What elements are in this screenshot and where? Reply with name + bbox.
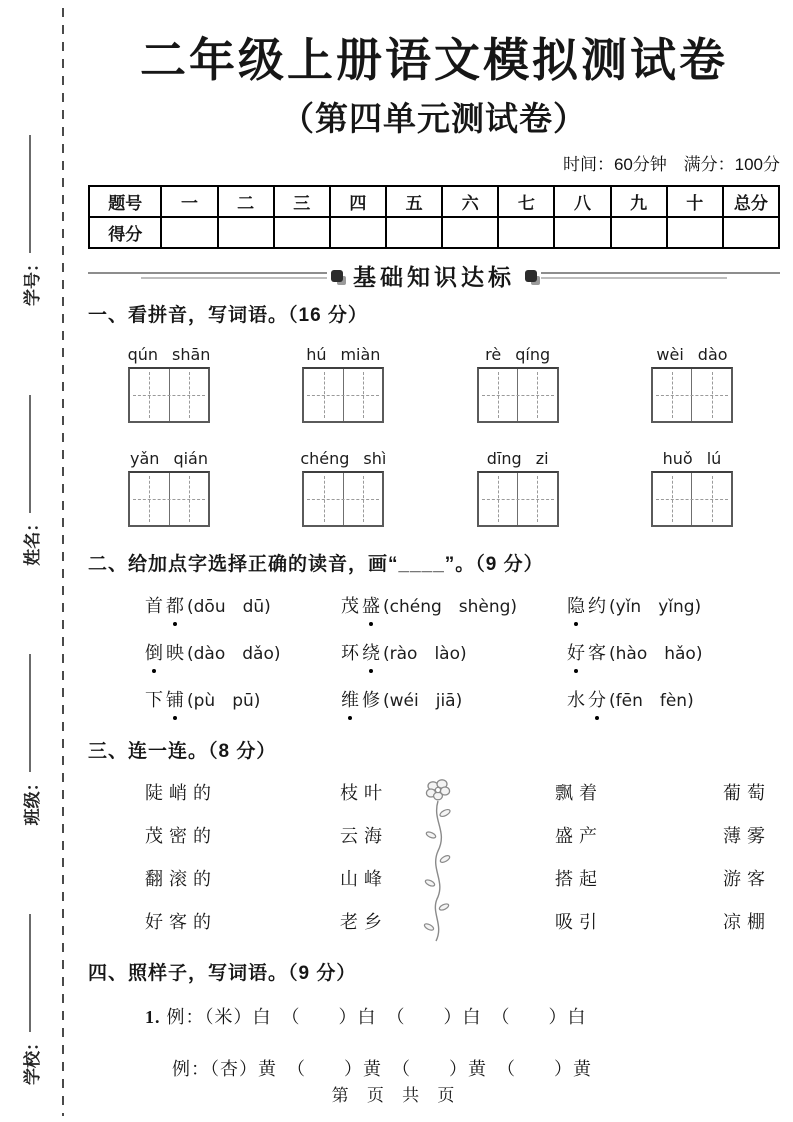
match-item: 盛产 xyxy=(555,826,603,846)
matching-column-4 xyxy=(723,781,780,934)
writing-cell xyxy=(653,369,692,421)
score-empty-cell xyxy=(611,217,667,248)
reading-word xyxy=(567,643,609,663)
reading-options: (hào hǎo) xyxy=(609,644,703,664)
fill-in-line xyxy=(29,395,31,513)
writing-cell xyxy=(304,369,343,421)
pinyin-row-2 xyxy=(88,449,780,527)
reading-char: 分 xyxy=(588,686,606,712)
field-school-label: 学校： xyxy=(22,1034,42,1085)
writing-box xyxy=(477,367,559,423)
reading-char: 首 xyxy=(145,596,163,616)
score-empty-cell xyxy=(330,217,386,248)
score-table xyxy=(88,185,780,249)
test-paper xyxy=(88,20,780,1081)
seal-dashed-line xyxy=(62,8,64,1116)
reading-word xyxy=(145,596,187,616)
pinyin-writing-group xyxy=(651,449,733,527)
pinyin-syllable: rè xyxy=(485,345,502,364)
pinyin-syllable: qún xyxy=(127,345,159,364)
student-info-sidebar xyxy=(15,135,45,1085)
reading-char: 铺 xyxy=(166,686,184,712)
pinyin-writing-group xyxy=(128,449,210,527)
pinyin-writing-group xyxy=(651,345,733,423)
full-score: 满分：100分 xyxy=(683,155,780,174)
match-item: 枝叶 xyxy=(340,783,388,803)
reading-char: 下 xyxy=(145,690,163,710)
pinyin-syllable: shān xyxy=(172,345,211,364)
score-empty-cell xyxy=(554,217,610,248)
match-item: 翻滚的 xyxy=(145,869,217,889)
pinyin-label xyxy=(651,345,733,364)
writing-cell xyxy=(653,473,692,525)
score-header-cell: 二 xyxy=(218,186,274,217)
matching-column-1 xyxy=(145,781,340,934)
pinyin-syllable: qíng xyxy=(515,345,551,364)
score-empty-cell xyxy=(386,217,442,248)
reading-options: (dōu dū) xyxy=(187,597,271,617)
reading-char: 映 xyxy=(166,643,184,663)
reading-word xyxy=(341,643,383,663)
match-item: 云海 xyxy=(340,826,388,846)
section-4-title: 四、照样子，写词语。（9 分） xyxy=(88,963,357,984)
writing-cell xyxy=(343,369,383,421)
pinyin-syllable: shì xyxy=(363,449,387,468)
reading-word xyxy=(341,690,383,710)
writing-box xyxy=(128,367,210,423)
example-text: 例：（米）白 （ ）白 （ ）白 （ ）白 xyxy=(166,1007,587,1027)
pinyin-label xyxy=(128,449,210,468)
pinyin-syllable: dào xyxy=(697,345,728,364)
match-item: 好客的 xyxy=(145,912,217,932)
section-3-title: 三、连一连。（8 分） xyxy=(88,741,277,762)
score-empty-cell xyxy=(498,217,554,248)
score-header-cell: 六 xyxy=(442,186,498,217)
writing-box xyxy=(128,471,210,527)
pinyin-label xyxy=(477,449,559,468)
points-row-label: 得分 xyxy=(89,217,161,248)
reading-char: 茂 xyxy=(341,596,359,616)
reading-word xyxy=(567,690,609,710)
matching-area xyxy=(88,781,780,934)
writing-box xyxy=(302,471,384,527)
fill-in-line xyxy=(29,654,31,772)
fill-in-line xyxy=(29,914,31,1032)
example-line-2 xyxy=(172,1055,780,1081)
pinyin-writing-group xyxy=(128,345,210,423)
reading-options: (pù pū) xyxy=(187,691,261,711)
reading-item xyxy=(145,592,341,618)
match-item: 陡峭的 xyxy=(145,783,217,803)
example-text: 例：（杏）黄 （ ）黄 （ ）黄 （ ）黄 xyxy=(172,1059,592,1079)
field-class xyxy=(18,654,43,825)
writing-cell xyxy=(691,369,731,421)
field-student-number-label: 学号： xyxy=(22,255,42,307)
writing-cell xyxy=(169,369,209,421)
pinyin-writing-group xyxy=(477,345,559,423)
writing-cell xyxy=(343,473,383,525)
reading-word xyxy=(145,690,187,710)
score-empty-cell xyxy=(161,217,217,248)
reading-options: (rào lào) xyxy=(383,644,467,664)
banner-line-decoration xyxy=(541,271,780,280)
pinyin-writing-group xyxy=(477,449,559,527)
reading-options: (chéng shèng) xyxy=(383,597,518,617)
section-1-title: 一、看拼音，写词语。（16 分） xyxy=(88,305,368,326)
pinyin-label xyxy=(128,345,210,364)
writing-cell xyxy=(479,473,518,525)
reading-char: 隐 xyxy=(567,592,585,618)
reading-item xyxy=(341,639,567,665)
readings-grid xyxy=(88,592,780,712)
reading-char: 维 xyxy=(341,686,359,712)
match-item: 薄雾 xyxy=(723,826,771,846)
writing-box xyxy=(651,367,733,423)
writing-cell xyxy=(130,369,169,421)
matching-column-3 xyxy=(555,781,723,934)
pinyin-syllable: chéng xyxy=(300,449,350,468)
page-footer: 第 页 共 页 xyxy=(331,1086,462,1105)
section-2-title: 二、给加点字选择正确的读音，画“____”。（9 分） xyxy=(88,554,544,575)
match-item: 搭起 xyxy=(555,869,603,889)
pinyin-syllable: lú xyxy=(706,449,722,468)
pinyin-syllable: qián xyxy=(173,449,208,468)
pinyin-label xyxy=(300,449,387,468)
score-header-cell: 一 xyxy=(161,186,217,217)
pinyin-label xyxy=(302,345,384,364)
score-header-cell: 四 xyxy=(330,186,386,217)
pinyin-syllable: hú xyxy=(306,345,327,364)
time-score-info xyxy=(88,150,780,175)
pinyin-syllable: zi xyxy=(535,449,549,468)
score-header-cell: 总分 xyxy=(723,186,779,217)
reading-char: 修 xyxy=(362,690,380,710)
writing-box xyxy=(302,367,384,423)
writing-cell xyxy=(691,473,731,525)
match-item: 飘着 xyxy=(555,783,603,803)
score-empty-cell xyxy=(442,217,498,248)
match-item: 游客 xyxy=(723,869,771,889)
reading-word xyxy=(145,643,187,663)
paper-title: 二年级上册语文模拟测试卷 xyxy=(140,34,728,86)
pinyin-writing-group xyxy=(302,345,384,423)
reading-char: 约 xyxy=(588,596,606,616)
reading-char: 水 xyxy=(567,690,585,710)
banner-line-decoration xyxy=(88,271,327,280)
match-item: 吸引 xyxy=(555,912,603,932)
item-number: 1. xyxy=(145,1007,161,1027)
match-item: 茂密的 xyxy=(145,826,217,846)
flower-vine-decoration xyxy=(418,777,460,945)
writing-cell xyxy=(130,473,169,525)
score-header-cell: 八 xyxy=(554,186,610,217)
reading-word xyxy=(341,596,383,616)
writing-cell xyxy=(479,369,518,421)
pinyin-label xyxy=(651,449,733,468)
reading-item xyxy=(341,592,567,618)
reading-char: 好 xyxy=(567,639,585,665)
writing-cell xyxy=(517,369,557,421)
reading-word xyxy=(567,596,609,616)
reading-item xyxy=(145,686,341,712)
writing-cell xyxy=(169,473,209,525)
pinyin-syllable: huǒ xyxy=(662,449,693,468)
match-item: 葡萄 xyxy=(723,783,771,803)
score-header-cell: 五 xyxy=(386,186,442,217)
pinyin-label xyxy=(477,345,559,364)
field-class-label: 班级： xyxy=(22,774,42,826)
pinyin-syllable: wèi xyxy=(656,345,684,364)
reading-options: (yǐn yǐng) xyxy=(609,597,702,617)
score-header-cell: 九 xyxy=(611,186,667,217)
pinyin-row-1 xyxy=(88,345,780,423)
reading-item xyxy=(567,639,780,665)
reading-char: 环 xyxy=(341,643,359,663)
reading-item xyxy=(341,686,567,712)
reading-char: 客 xyxy=(588,643,606,663)
field-school xyxy=(18,914,43,1085)
match-item: 老乡 xyxy=(340,912,388,932)
score-header-cell: 十 xyxy=(667,186,723,217)
pinyin-syllable: miàn xyxy=(340,345,381,364)
pinyin-syllable: dīng xyxy=(486,449,522,468)
reading-options: (fēn fèn) xyxy=(609,691,694,711)
field-name xyxy=(18,395,43,566)
writing-box xyxy=(651,471,733,527)
writing-cell xyxy=(304,473,343,525)
example-line-1 xyxy=(145,1003,780,1029)
reading-char: 盛 xyxy=(362,592,380,618)
reading-item xyxy=(567,592,780,618)
reading-item xyxy=(145,639,341,665)
field-student-number xyxy=(18,135,43,306)
reading-options: (dào dǎo) xyxy=(187,644,281,664)
score-empty-cell xyxy=(274,217,330,248)
reading-char: 绕 xyxy=(362,639,380,665)
score-empty-cell xyxy=(218,217,274,248)
reading-options: (wéi jiā) xyxy=(383,691,463,711)
banner-square-icon xyxy=(525,270,537,282)
writing-cell xyxy=(517,473,557,525)
reading-item xyxy=(567,686,780,712)
match-item: 凉棚 xyxy=(723,912,771,932)
section-banner xyxy=(88,259,780,292)
banner-title: 基础知识达标 xyxy=(353,264,515,290)
match-item: 山峰 xyxy=(340,869,388,889)
pinyin-writing-group xyxy=(300,449,387,527)
reading-char: 都 xyxy=(166,592,184,618)
score-header-cell: 题号 xyxy=(89,186,161,217)
score-header-cell: 三 xyxy=(274,186,330,217)
score-empty-cell xyxy=(667,217,723,248)
paper-subtitle: （第四单元测试卷） xyxy=(281,100,587,137)
pinyin-syllable: yǎn xyxy=(130,449,160,468)
writing-box xyxy=(477,471,559,527)
reading-char: 倒 xyxy=(145,639,163,665)
time-limit: 时间：60分钟 xyxy=(562,155,667,174)
banner-square-icon xyxy=(331,270,343,282)
score-empty-cell xyxy=(723,217,779,248)
score-header-cell: 七 xyxy=(498,186,554,217)
fill-in-line xyxy=(29,135,31,253)
field-name-label: 姓名： xyxy=(22,514,42,566)
score-table-points-row xyxy=(89,217,779,248)
score-table-header-row xyxy=(89,186,779,217)
